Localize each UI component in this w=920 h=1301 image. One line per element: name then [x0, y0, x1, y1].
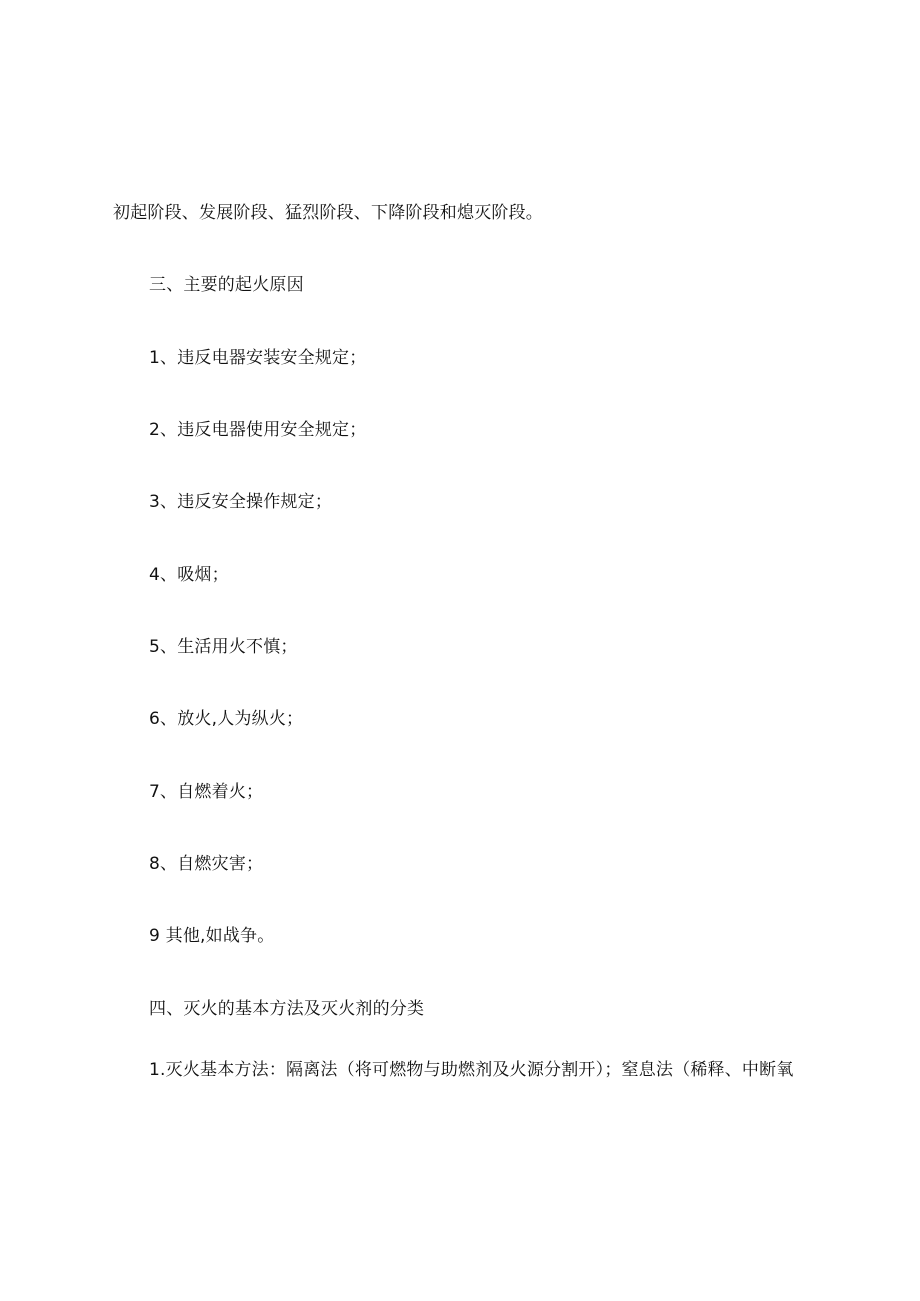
list-item: 4、吸烟； [149, 565, 229, 585]
list-item: 8、自燃灾害； [149, 854, 264, 874]
list-item: 2、违反电器使用安全规定； [149, 420, 367, 440]
intro-line: 初起阶段、发展阶段、猛烈阶段、下降阶段和熄灭阶段。 [113, 203, 543, 223]
section-4-heading: 四、灭火的基本方法及灭火剂的分类 [149, 999, 425, 1019]
list-item: 3、违反安全操作规定； [149, 492, 333, 512]
section-3-heading: 三、主要的起火原因 [149, 275, 304, 295]
list-item: 9 其他,如战争。 [149, 926, 275, 946]
list-item: 7、自燃着火； [149, 782, 264, 802]
list-item: 6、放火,人为纵火； [149, 709, 304, 729]
section-4-paragraph: 1.灭火基本方法：隔离法（将可燃物与助燃剂及火源分割开）；窒息法（稀释、中断氧 [149, 1060, 794, 1080]
list-item: 1、违反电器安装安全规定； [149, 348, 367, 368]
list-item: 5、生活用火不慎； [149, 637, 298, 657]
